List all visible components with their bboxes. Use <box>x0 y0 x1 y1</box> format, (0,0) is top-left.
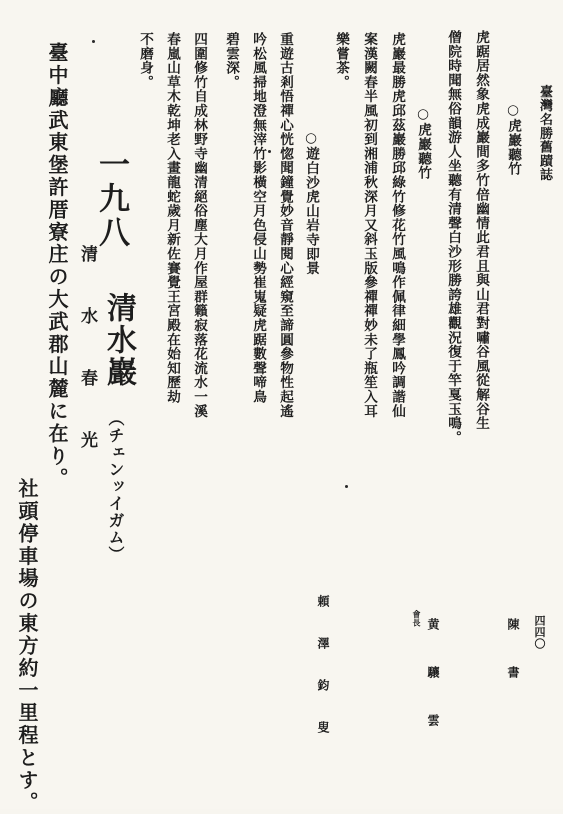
poem-author: 黄 驤 雲 <box>426 618 440 738</box>
prose-line: 臺中廳武東堡許厝寮庄の大武郡山麓に在り。 <box>45 42 69 490</box>
prose-line: 社頭停車場の東方約一里程とす。 <box>15 478 39 814</box>
poem-title: ○遊白沙虎山岩寺即景 <box>303 130 319 276</box>
poem-line: 四圍修竹自成林野寺幽清絕俗塵大月作屋群籟寂落花流水一溪 <box>191 32 207 419</box>
poem-title: ○虎巖聽竹 <box>415 106 431 180</box>
poem-author: 陳 書 <box>506 618 520 690</box>
print-speck <box>268 150 271 153</box>
print-speck <box>92 40 95 43</box>
poem-line: 樂嘗茶。 <box>333 32 349 90</box>
poem-author: 頼 澤 鈞 叟 <box>316 595 330 742</box>
poem-line: 春嵐山草木乾坤老入畫龍蛇歲月新佐賽覺王宮殿在始知歷劫 <box>164 32 180 404</box>
entry-reading: （チェンッイガム） <box>106 410 125 563</box>
poem-line: 吟松風掃地澄無滓竹影橫空月色侵山勢崔嵬疑虎踞數聲啼鳥 <box>250 32 266 404</box>
book-title-header: 臺灣名勝舊蹟誌 <box>537 85 552 182</box>
poem-line: 虎踞居然象虎成巖間多竹倍幽情此君且與山君對嘯谷風從解谷生 <box>473 30 489 431</box>
poem-line: 虎巖最勝虎邱茲巖勝邱綠竹修花竹風鳴作佩律細學鳳吟調諧仙 <box>389 32 405 419</box>
poem-line: 不磨身。 <box>137 32 153 90</box>
poem-title: ○虎巖聽竹 <box>505 102 521 176</box>
page-number: 四四〇 <box>533 615 546 650</box>
entry-number: 一九八 <box>93 148 129 250</box>
author-prefix: 會長 <box>412 610 422 627</box>
poem-line: 碧雲深。 <box>223 32 239 90</box>
entry-name: 清水巖 <box>101 292 136 388</box>
poem-line: 僧院時聞無俗韻游人坐聽有清聲白沙形勝誇雄觀況復于竿戛玉鳴。 <box>445 30 461 445</box>
print-speck <box>345 485 348 488</box>
entry-contributor: 清 水 春 光 <box>77 245 97 462</box>
poem-line: 案漢闕春半風初到湘浦秋深月又斜玉版參禪禪妙未了瓶笙入耳 <box>361 32 377 419</box>
poem-line: 重遊古剎悟禪心恍惚聞鐘覺妙音靜閱心經窺至諦圓參物性起遙 <box>277 32 293 419</box>
